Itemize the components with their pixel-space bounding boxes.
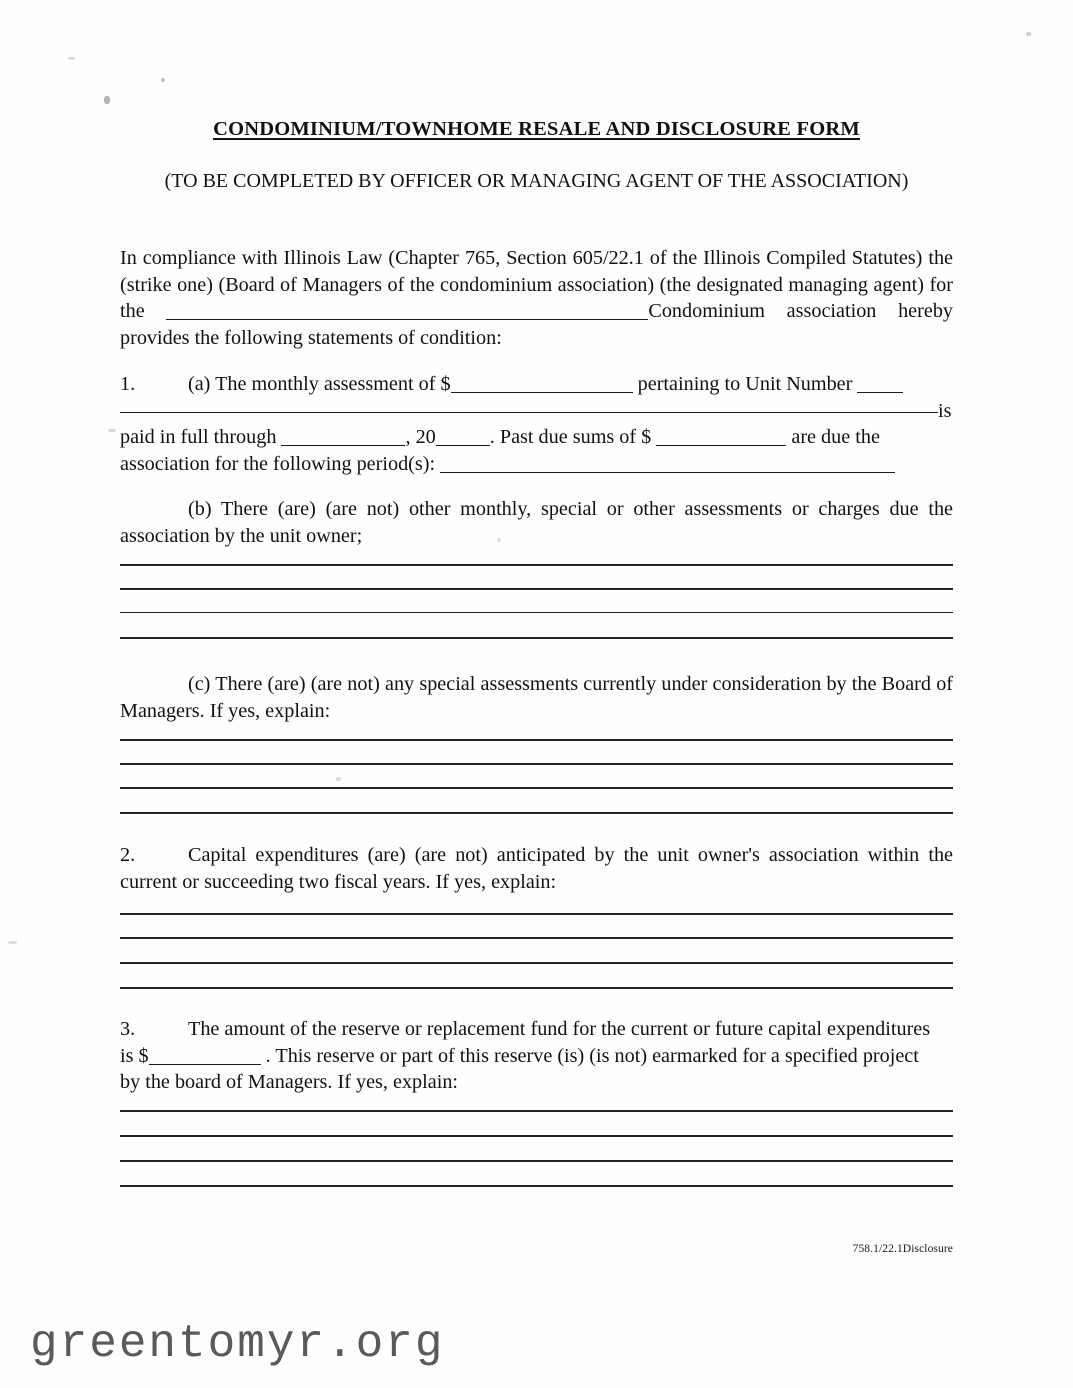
section-1a-text-2: pertaining to Unit Number	[637, 373, 853, 395]
section-1a-text-6: . Past due sums of $	[489, 426, 652, 448]
section-2-number: 2.	[120, 844, 136, 866]
section-1a	[120, 371, 953, 477]
scan-speck-icon	[161, 78, 165, 82]
section-2	[120, 842, 953, 895]
section-1b-letter: (b)	[188, 498, 212, 520]
section-2-text-2: current or succeeding two fiscal years. If yes, explain:	[120, 870, 557, 893]
answer-line[interactable]	[120, 812, 953, 814]
intro-line-3-before: agent) for the	[120, 273, 953, 322]
unit-number-blank[interactable]	[857, 377, 903, 393]
section-1c-text-1: There (are) (are not) any special assessments currently under consideration by the Board	[215, 673, 931, 695]
answer-line[interactable]	[120, 763, 953, 765]
paid-through-date-blank[interactable]	[281, 430, 405, 446]
answer-line[interactable]	[120, 612, 953, 613]
answer-line[interactable]	[120, 564, 953, 566]
section-1b-text-2: association by the unit owner;	[120, 524, 363, 547]
section-1-number: 1.	[120, 373, 136, 395]
section-1a-text-1: The monthly assessment of $	[215, 373, 451, 395]
section-3	[120, 1016, 953, 1096]
section-3-text-2: is $	[120, 1044, 149, 1067]
answer-line[interactable]	[120, 637, 953, 639]
scan-speck-icon	[104, 96, 110, 104]
paid-through-year-blank[interactable]	[436, 430, 490, 446]
section-1b-text-1: There (are) (are not) other monthly, special or other assessments or charges due the	[220, 498, 953, 520]
scan-speck-icon	[336, 777, 341, 781]
section-1a-text-3: is	[938, 399, 952, 422]
intro-line-3-after: Condominium association	[648, 300, 877, 322]
section-3-text-4: by the board of Managers. If yes, explain:	[120, 1071, 459, 1093]
answer-line[interactable]	[120, 1160, 953, 1162]
page-subtitle: (TO BE COMPLETED BY OFFICER OR MANAGING AGENT OF THE ASSOCIATION)	[164, 170, 909, 192]
answer-line[interactable]	[120, 937, 953, 939]
page-title: CONDOMINIUM/TOWNHOME RESALE AND DISCLOSURE FORM	[213, 118, 860, 140]
scan-speck-icon	[8, 941, 17, 944]
intro-line-2: the (strike one) (Board of Managers of the condominium association) (the designated managing	[120, 247, 954, 296]
section-3-text-1: The amount of the reserve or replacement fund for the current or future capital expenditures	[188, 1018, 931, 1040]
scan-speck-icon	[68, 57, 75, 60]
section-1a-text-8: association for the following period(s):	[120, 452, 436, 475]
answer-line[interactable]	[120, 1185, 953, 1187]
section-1c	[120, 671, 953, 724]
section-1a-text-4: paid in full through	[120, 426, 277, 448]
section-1a-text-7: are due the	[791, 426, 880, 448]
form-code-footer: 758.1/22.1Disclosure	[852, 1243, 953, 1255]
answer-line[interactable]	[120, 987, 953, 989]
section-1a-letter: (a)	[188, 373, 211, 395]
section-2-text-1: Capital expenditures (are) (are not) anticipated by the unit owner's association within the	[188, 844, 953, 866]
association-name-blank[interactable]	[166, 304, 648, 320]
intro-line-4: hereby provides the following statements of condition:	[120, 300, 954, 349]
answer-line[interactable]	[120, 913, 953, 915]
past-due-amount-blank[interactable]	[656, 430, 786, 446]
monthly-assessment-amount-blank[interactable]	[451, 377, 633, 393]
section-3-text-3: . This reserve or part of this reserve (is) (is not) earmarked for a specified project	[265, 1044, 919, 1067]
section-3-number: 3.	[120, 1018, 136, 1040]
answer-line[interactable]	[120, 739, 953, 741]
answer-line[interactable]	[120, 962, 953, 964]
intro-line-1: In compliance with Illinois Law (Chapter 765, Section 605/22.1 of the Illinois Compiled Statutes)	[120, 247, 923, 269]
reserve-amount-blank[interactable]	[149, 1049, 261, 1065]
section-1b	[120, 496, 953, 549]
section-1c-text-2: of Managers. If yes, explain:	[120, 673, 954, 722]
source-watermark: greentomyr.org	[30, 1318, 445, 1370]
answer-line[interactable]	[120, 588, 953, 590]
section-1a-continuation-rule	[120, 412, 938, 413]
intro-paragraph	[120, 245, 953, 351]
scan-speck-icon	[1026, 32, 1031, 36]
section-1c-letter: (c)	[188, 673, 211, 695]
answer-line[interactable]	[120, 1135, 953, 1137]
scan-speck-icon	[108, 429, 116, 432]
past-due-period-blank[interactable]	[440, 457, 895, 473]
answer-line[interactable]	[120, 1110, 953, 1112]
answer-line[interactable]	[120, 787, 953, 789]
section-1a-text-5: , 20	[405, 426, 436, 448]
